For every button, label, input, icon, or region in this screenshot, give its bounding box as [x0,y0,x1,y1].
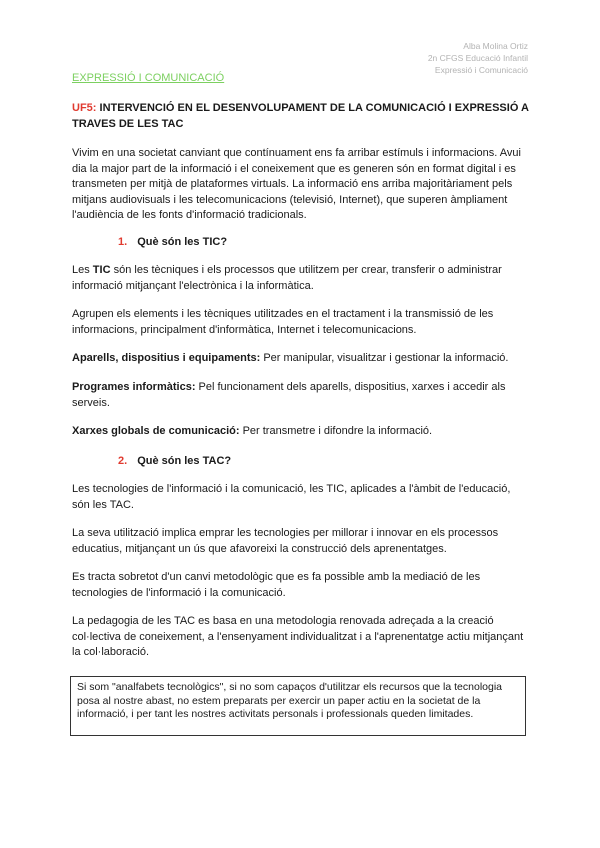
unit-heading [72,100,532,132]
tic-item-text: Per transmetre i difondre la informació. [239,425,433,437]
section-2-title: Què són les TAC? [137,455,232,467]
tic-item [72,380,528,411]
tac-paragraph: Les tecnologies de l'informació i la comunicació, les TIC, aplicades a l'àmbit de l'educació, són les TAC. [72,483,511,511]
section-1-heading [118,236,227,248]
section-1-number: 1. [118,236,128,248]
intro-paragraph: Vivim en una societat canviant que contínuament ens fa arribar estímuls i informacions. Avui dia la major part de la informació i el coneixement que es generen són en format digital i es transmeten per mitjà de plataformes virtuals. La informació ens arriba majoritàriament pels mitjans audiovisuals i les telecomunicacions (televisió, Internet), que superen àmpliament l'audiència de les fonts d'informació tradicionals. [72,147,521,221]
header-course: 2n CFGS Educació Infantil [427,53,528,63]
tac-paragraph: Es tracta sobretot d'un canvi metodològic que es fa possible amb la mediació de les tecnologies de l'informació i la comunicació. [72,571,481,599]
note-box: Si som "analfabets tecnològics", si no som capaços d'utilitzar els recursos que la tecnologia posa al nostre abast, no estem preparats per exercir un paper actiu en la societat de la informació, i per tant les nostres activitats personals i professionals queden limitades. [70,676,526,736]
tic-item-term: Programes informàtics: [72,381,196,393]
tac-paragraph: La seva utilització implica emprar les tecnologies per millorar i innovar en els processos educatius, mitjançant un ús que afavoreixi la construcció dels aprenentatges. [72,527,499,555]
tic-definition-post: són les tècniques i els processos que utilitzem per crear, transferir o administrar informació mitjançant l'electrònica i la informàtica. [72,264,502,292]
tic-item [72,351,528,367]
section-2-number: 2. [118,455,128,467]
subject-title: EXPRESSIÓ I COMUNICACIÓ [72,72,225,84]
tic-group-paragraph: Agrupen els elements i les tècniques utilitzades en el tractament i la transmissió de les informacions, principalment d'informàtica, Internet i telecomunicacions. [72,308,494,336]
tac-paragraph: La pedagogia de les TAC es basa en una metodologia renovada adreçada a la creació col·lectiva de coneixement, a l'ensenyament individualitzat i a l'aprenentatge actiu mitjançant la col·laboració. [72,615,524,658]
header-author: Alba Molina Ortiz [463,41,528,51]
tic-item-text: Per manipular, visualitzar i gestionar la informació. [260,352,509,364]
tic-item-term: Aparells, dispositius i equipaments: [72,352,261,364]
tic-item-text: Pel funcionament dels aparells, dispositius, xarxes i accedir als serveis. [72,381,506,409]
header-module: Expressió i Comunicació [434,65,528,75]
tic-definition-pre: Les [72,264,93,276]
section-2-heading [118,455,231,467]
tic-term: TIC [92,264,111,276]
unit-title: INTERVENCIÓ EN EL DESENVOLUPAMENT DE LA COMUNICACIÓ I EXPRESSIÓ A TRAVES DE LES TAC [72,102,529,130]
section-1-title: Què són les TIC? [137,236,228,248]
tic-item [72,424,528,440]
page-header [428,40,528,76]
unit-code: UF5: [72,102,97,114]
tic-definition [72,263,528,294]
tic-item-term: Xarxes globals de comunicació: [72,425,240,437]
